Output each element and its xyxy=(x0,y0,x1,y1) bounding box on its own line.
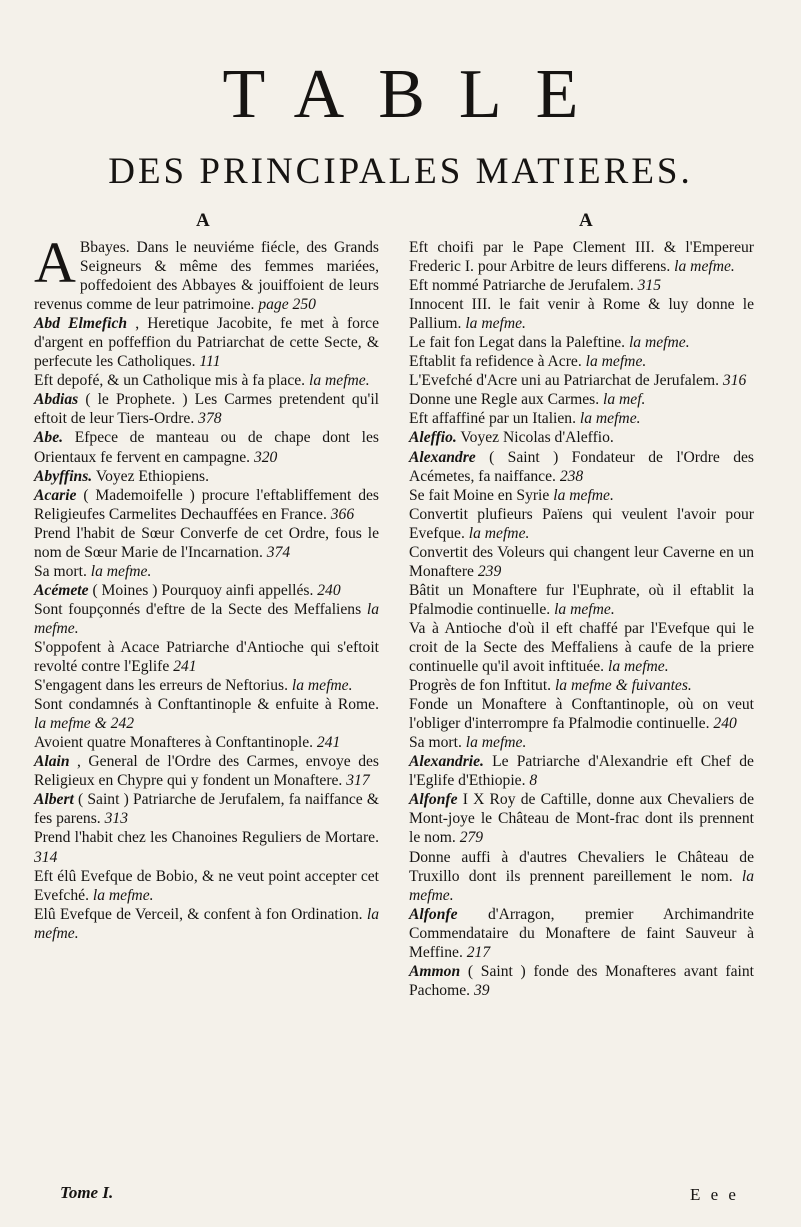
index-entry xyxy=(34,695,379,733)
entry-page-ref: 241 xyxy=(173,658,197,676)
index-entry xyxy=(409,371,754,390)
index-entry xyxy=(34,524,379,562)
entry-text: Se fait Moine en Syrie xyxy=(409,486,550,504)
entry-text: Convertit plufieurs Païens qui veulent l'avoir pour Evefque. xyxy=(409,505,754,542)
index-entry xyxy=(409,333,754,352)
entry-text: , General de l'Ordre des Carmes, envoye des Religieux en Chypre qui y fondent un Monaftere. xyxy=(34,753,379,790)
entry-text: Voyez Nicolas d'Aleffio. xyxy=(460,429,614,447)
index-entry xyxy=(409,619,754,676)
index-entry xyxy=(409,543,754,581)
entry-page-ref: la mefme. xyxy=(90,562,152,580)
entry-text: Avoient quatre Monafteres à Conftantinople. xyxy=(34,734,314,752)
entry-page-ref: la mefme. xyxy=(308,372,370,390)
entry-text: Donne auffi à d'autres Chevaliers le Château de Truxillo dont ils prennent pareillement le nom. xyxy=(409,848,754,885)
index-entry xyxy=(34,230,379,314)
entry-page-ref: page 250 xyxy=(258,296,316,314)
entry-page-ref: la mefme. xyxy=(92,886,154,904)
entry-page-ref: 374 xyxy=(266,543,291,561)
entry-text: L'Evefché d'Acre uni au Patriarchat de Jerufalem. xyxy=(409,372,719,390)
entry-text: I X Roy de Caftille, donne aux Chevaliers de Mont-joye le Château de Mont-frac dont ils prennent le nom. xyxy=(409,791,754,847)
entry-text: Eftablit fa refidence à Acre. xyxy=(409,353,582,371)
entry-page-ref: la mefme. xyxy=(465,315,526,333)
entry-text: Convertit des Voleurs qui changent leur Caverne en un Monaftere xyxy=(409,543,754,580)
index-entry xyxy=(409,676,754,695)
entry-page-ref: 111 xyxy=(199,353,221,371)
entry-text: Bâtit un Monaftere fur l'Euphrate, où il eftablit la Pfalmodie continuelle. xyxy=(409,581,754,618)
entry-text: Donne une Regle aux Carmes. xyxy=(409,391,600,409)
entry-head: Alain xyxy=(34,753,70,771)
entry-head: Alexandrie. xyxy=(409,753,484,771)
entry-head: Ammon xyxy=(409,962,461,980)
index-entry xyxy=(34,733,379,752)
entry-text: ( Saint ) Patriarche de Jerufalem, fa naiffance & fes parens. xyxy=(34,791,379,828)
entry-head: Abd Elmefich xyxy=(34,315,128,333)
index-entry xyxy=(34,371,379,390)
entry-text: Prend l'habit chez les Chanoines Reguliers de Mortare. xyxy=(34,829,379,847)
entry-page-ref: la mef. xyxy=(603,391,646,409)
index-entry xyxy=(409,428,754,447)
index-entry xyxy=(409,581,754,619)
entry-text: Voyez Ethiopiens. xyxy=(95,467,210,485)
index-entry xyxy=(409,962,754,1000)
entry-text: Bbayes. Dans le neuviéme fiécle, des Grands Seigneurs & même des femmes mariées, poffedoient des Abbayes & jouiffoient de leurs revenus comme de leur patrimoine. xyxy=(34,239,379,314)
entry-page-ref: 238 xyxy=(559,467,584,485)
index-entry xyxy=(34,828,379,866)
index-entry xyxy=(34,562,379,581)
index-entry xyxy=(409,733,754,752)
signature-mark: E e e xyxy=(690,1185,739,1204)
entry-page-ref: la mefme & fuivantes. xyxy=(554,677,692,695)
entry-page-ref: la mefme. xyxy=(585,353,647,371)
entry-text: ( Mademoifelle ) procure l'eftabliffement des Religieufes Carmelites Dechauffées en France. xyxy=(34,486,379,523)
entry-head: Alfonfe xyxy=(409,791,458,809)
index-entry xyxy=(409,238,754,276)
entry-page-ref: 314 xyxy=(34,848,58,866)
entry-text: Efpece de manteau ou de chape dont les Orientaux fe fervent en campagne. xyxy=(34,429,379,466)
entry-text: Va à Antioche d'où il eft chaffé par l'Evefque qui le croit de la Secte des Meffaliens à caufe de la priere continuelle qu'il avoit inftituée. xyxy=(409,619,754,676)
entry-text: Sont foupçonnés d'eftre de la Secte des Meffaliens xyxy=(34,600,362,618)
entry-page-ref: 317 xyxy=(346,772,370,790)
entry-text: Eft choifi par le Pape Clement III. & l'Empereur Frederic I. pour Arbitre de leurs differens. xyxy=(409,239,754,276)
index-entry xyxy=(409,848,754,905)
index-column-right xyxy=(409,238,754,1000)
entry-text: Sa mort. xyxy=(409,734,462,752)
entry-text: ( le Prophete. ) Les Carmes pretendent qu'il eftoit de leur Tiers-Ordre. xyxy=(34,391,379,428)
volume-label: Tome I. xyxy=(60,1183,114,1202)
index-entry xyxy=(409,390,754,409)
entry-page-ref: 279 xyxy=(459,829,484,847)
entry-head: Acémete xyxy=(34,581,89,599)
entry-page-ref: 313 xyxy=(104,810,128,828)
entry-page-ref: 378 xyxy=(198,410,222,428)
entry-head: Abe. xyxy=(34,429,64,447)
index-entry xyxy=(34,314,379,371)
entry-text: ( Moines ) Pourquoy ainfi appellés. xyxy=(92,581,314,599)
index-entry xyxy=(34,486,379,524)
entry-text: Le fait fon Legat dans la Paleftine. xyxy=(409,334,626,352)
index-entry xyxy=(409,409,754,428)
entry-page-ref: la mefme. xyxy=(674,258,735,276)
entry-text: Eft nommé Patriarche de Jerufalem. xyxy=(409,277,634,295)
entry-text: ( Saint ) Fondateur de l'Ordre des Acémetes, fa naiffance. xyxy=(409,448,754,485)
entry-page-ref: la mefme. xyxy=(291,677,353,695)
entry-page-ref: la mefme. xyxy=(468,524,530,542)
index-entry xyxy=(409,905,754,962)
entry-head: Albert xyxy=(34,791,74,809)
index-column-left xyxy=(34,230,380,943)
index-entry xyxy=(409,790,754,847)
entry-text: S'engagent dans les erreurs de Neftorius. xyxy=(34,677,288,695)
entry-head: Abdias xyxy=(34,391,79,409)
index-entry xyxy=(34,867,379,905)
section-letter-left: A xyxy=(196,210,210,231)
entry-text: Eft depofé, & un Catholique mis à fa place. xyxy=(34,372,306,390)
index-entry xyxy=(34,428,379,466)
index-entry xyxy=(34,638,379,676)
entry-page-ref: 241 xyxy=(316,734,341,752)
entry-page-ref: 240 xyxy=(713,715,737,733)
entry-page-ref: la mefme & 242 xyxy=(34,715,135,733)
index-entry xyxy=(34,581,379,600)
entry-page-ref: 217 xyxy=(466,943,491,961)
entry-text: Sont condamnés à Conftantinople & enfuite à Rome. xyxy=(34,696,379,714)
page-title: TABLE xyxy=(222,56,613,133)
entry-head: Acarie xyxy=(34,486,77,504)
entry-page-ref: la mefme. xyxy=(34,600,379,637)
entry-text: Fonde un Monaftere à Conftantinople, où on veut l'obliger d'interrompre fa Pfalmodie continuelle. xyxy=(409,696,754,733)
entry-text: Innocent III. le fait venir à Rome & luy donne le Pallium. xyxy=(409,296,754,333)
entry-text: Elû Evefque de Verceil, & confent à fon Ordination. xyxy=(34,905,363,923)
entry-page-ref: la mefme. xyxy=(409,867,754,904)
entry-head: Alfonfe xyxy=(409,905,458,923)
entry-text: Sa mort. xyxy=(34,562,87,580)
index-entry xyxy=(34,676,379,695)
entry-page-ref: la mefme. xyxy=(553,486,614,504)
entry-page-ref: la mefme. xyxy=(465,734,527,752)
index-entry xyxy=(34,467,379,486)
index-entry xyxy=(409,276,754,295)
entry-page-ref: 239 xyxy=(477,562,502,580)
entry-text: S'oppofent à Acace Patriarche d'Antioche qui s'eftoit revolté contre l'Eglife xyxy=(34,638,379,676)
entry-page-ref: 240 xyxy=(317,581,341,599)
entry-text: , Heretique Jacobite, fe met à force d'argent en poffeffion du Patriarchat de cette Secte, & perfecute les Catholiques. xyxy=(34,315,380,371)
page-subtitle: DES PRINCIPALES MATIERES. xyxy=(108,151,693,192)
entry-head: Aleffio. xyxy=(409,429,457,447)
index-entry xyxy=(409,352,754,371)
index-entry xyxy=(34,790,379,828)
index-entry xyxy=(34,752,379,790)
entry-page-ref: la mefme. xyxy=(628,334,690,352)
drop-cap: A xyxy=(34,230,76,295)
entry-text: Prend l'habit de Sœur Converfe de cet Ordre, fous le nom de Sœur Marie de l'Incarnation. xyxy=(34,524,379,561)
entry-page-ref: la mefme. xyxy=(608,658,669,676)
index-entry xyxy=(409,295,754,333)
entry-text: Le Patriarche d'Alexandrie eft Chef de l'Eglife d'Ethiopie. xyxy=(409,753,754,790)
entry-page-ref: la mefme. xyxy=(34,905,379,942)
entry-page-ref: 366 xyxy=(330,505,355,523)
entry-page-ref: la mefme. xyxy=(554,600,615,618)
index-entry xyxy=(409,448,754,486)
entry-page-ref: 8 xyxy=(529,772,538,790)
entry-text: Progrès de fon Inftitut. xyxy=(409,677,552,695)
entry-page-ref: 316 xyxy=(722,372,747,390)
index-entry xyxy=(409,752,754,790)
entry-page-ref: 39 xyxy=(473,981,490,999)
index-entry xyxy=(409,695,754,733)
entry-text: ( Saint ) fonde des Monafteres avant faint Pachome. xyxy=(409,962,754,999)
entry-page-ref: 320 xyxy=(253,448,278,466)
section-letter-right: A xyxy=(579,210,593,231)
entry-text: Eft élû Evefque de Bobio, & ne veut point accepter cet Evefché. xyxy=(34,867,379,904)
entry-page-ref: 315 xyxy=(637,277,662,295)
index-entry xyxy=(34,390,379,428)
entry-text: d'Arragon, premier Archimandrite Commendataire du Monaftere de faint Sauveur à Meffine. xyxy=(409,905,754,961)
entry-page-ref: la mefme. xyxy=(579,410,641,428)
index-entry xyxy=(409,486,754,505)
index-entry xyxy=(34,905,379,943)
index-entry xyxy=(409,505,754,543)
index-entry xyxy=(34,600,379,638)
entry-head: Alexandre xyxy=(409,448,476,466)
entry-head: Abyffins. xyxy=(34,467,93,485)
entry-text: Eft affaffiné par un Italien. xyxy=(409,410,576,428)
